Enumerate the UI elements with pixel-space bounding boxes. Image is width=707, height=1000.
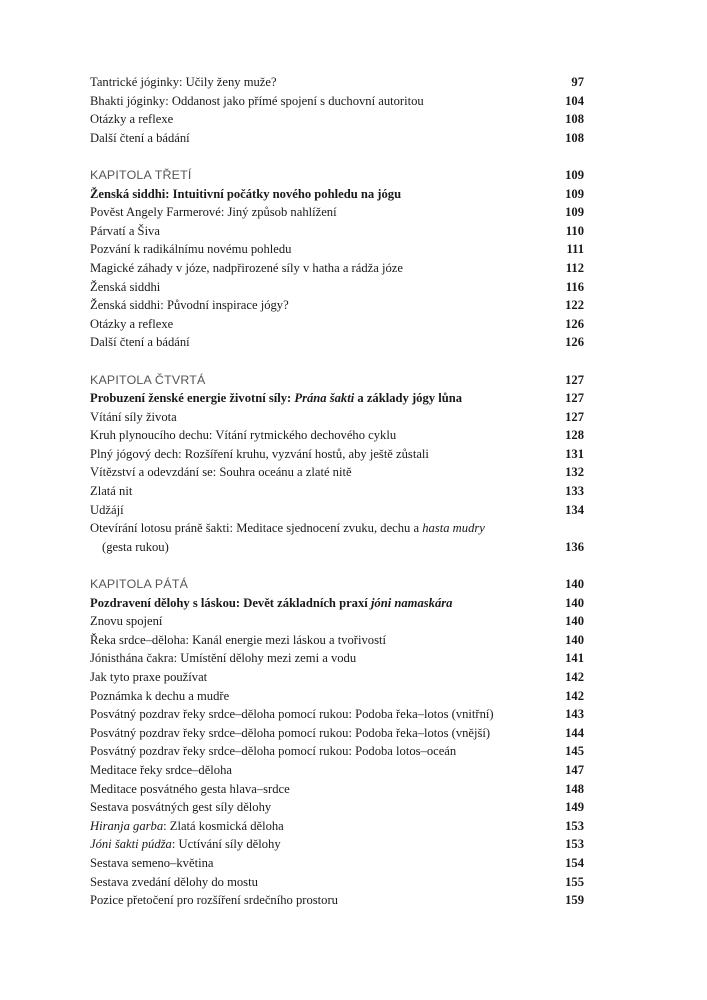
toc-entry-title xyxy=(90,798,555,817)
toc-title-segment: KAPITOLA ČTVRTÁ xyxy=(90,372,206,387)
toc-page-number: 142 xyxy=(565,670,584,684)
toc-title-segment: Další čtení a bádání xyxy=(90,335,190,350)
toc-title-segment: a základy jógy lůna xyxy=(354,391,463,406)
toc-entry-title xyxy=(90,594,555,613)
toc-title-segment: Pozdravení dělohy s láskou: Devět základních praxí xyxy=(90,595,371,610)
toc-page-number: 140 xyxy=(565,577,584,592)
toc-spacer xyxy=(90,352,584,371)
toc-title-segment: KAPITOLA PÁTÁ xyxy=(90,577,189,592)
toc-entry xyxy=(90,519,584,538)
toc-entry xyxy=(90,705,584,724)
toc-entry-title xyxy=(90,891,555,910)
toc-title-segment: Další čtení a bádání xyxy=(90,130,190,145)
toc-entry xyxy=(90,817,584,836)
toc-entry xyxy=(90,668,584,687)
toc-page-number: 112 xyxy=(565,260,584,275)
toc-entry-title xyxy=(90,482,555,501)
toc-entry-title xyxy=(90,835,555,854)
toc-entry xyxy=(90,761,584,780)
toc-page-number: 127 xyxy=(565,409,584,424)
toc-entry xyxy=(90,798,584,817)
toc-title-segment: Bhakti jóginky: Oddanost jako přímé spojení s duchovní autoritou xyxy=(90,93,424,108)
toc-title-segment: KAPITOLA TŘETÍ xyxy=(90,167,192,182)
toc-title-italic-segment: Prána šakti xyxy=(294,391,355,406)
toc-page-number: 136 xyxy=(565,539,584,554)
toc-title-segment: Ženská siddhi xyxy=(90,279,161,294)
toc-entry-title xyxy=(90,538,555,557)
toc-page-number: 148 xyxy=(565,781,584,796)
toc-page-number: 132 xyxy=(565,465,584,480)
toc-entry xyxy=(90,631,584,650)
toc-entry xyxy=(90,594,584,613)
toc-entry-title xyxy=(90,854,555,873)
toc-entry-title xyxy=(90,501,555,520)
toc-title-segment: Probuzení ženské energie životní síly: xyxy=(90,391,295,406)
toc-entry xyxy=(90,259,584,278)
toc-title-segment: Pozvání k radikálnímu novému pohledu xyxy=(90,242,292,257)
toc-title-segment: Jak tyto praxe používat xyxy=(90,670,208,684)
toc-entry-title xyxy=(90,92,555,111)
toc-title-segment: Vítězství a odevzdání se: Souhra oceánu a zlaté nitě xyxy=(90,465,352,480)
toc-entry-title xyxy=(90,705,555,724)
toc-entry xyxy=(90,315,584,334)
toc-title-segment: Posvátný pozdrav řeky srdce–děloha pomocí rukou: Podoba řeka–lotos (vnější) xyxy=(90,725,491,740)
toc-page-number: 104 xyxy=(565,93,584,108)
toc-entry xyxy=(90,333,584,352)
toc-title-segment: Ženská siddhi: Původní inspirace jógy? xyxy=(90,298,289,313)
toc-page-number: 153 xyxy=(565,837,584,852)
toc-entry xyxy=(90,389,584,408)
toc-entry-title xyxy=(90,445,555,464)
toc-entry xyxy=(90,203,584,222)
toc-page-number: 109 xyxy=(565,167,584,182)
toc-entry-title xyxy=(90,817,555,836)
toc-title-segment: Vítání síly života xyxy=(90,409,177,424)
toc-page-number: 140 xyxy=(565,632,584,647)
toc-title-segment: Řeka srdce–děloha: Kanál energie mezi láskou a tvořivostí xyxy=(90,632,386,647)
toc-entry xyxy=(90,278,584,297)
toc-page-number: 111 xyxy=(566,242,584,257)
toc-page-number: 155 xyxy=(565,874,584,889)
toc-page-number: 108 xyxy=(565,112,584,127)
toc-title-segment: Otevírání lotosu práně šakti: Meditace sjednocení zvuku, dechu a xyxy=(90,521,423,536)
toc-entry xyxy=(90,240,584,259)
toc-entry xyxy=(90,222,584,241)
toc-entry xyxy=(90,612,584,631)
toc-page-number: 97 xyxy=(571,75,584,89)
toc-entry-title xyxy=(90,222,556,241)
toc-entry xyxy=(90,835,584,854)
toc-entry xyxy=(90,482,584,501)
toc-entry xyxy=(90,538,584,557)
toc-entry-title xyxy=(90,129,555,148)
toc-entry-title xyxy=(90,278,556,297)
toc-title-segment: Otázky a reflexe xyxy=(90,316,174,331)
toc-entry xyxy=(90,649,584,668)
toc-title-segment: Meditace posvátného gesta hlava–srdce xyxy=(90,781,290,796)
toc-entry xyxy=(90,873,584,892)
toc-page-number: 108 xyxy=(565,130,584,145)
toc-title-segment: Zlatá nit xyxy=(90,484,133,499)
toc-page-number: 140 xyxy=(565,595,584,610)
toc-entry-title xyxy=(90,631,555,650)
toc-entry-title xyxy=(90,259,556,278)
toc-title-italic-segment: Hiranja garba xyxy=(90,818,164,833)
toc-entry-title xyxy=(90,780,555,799)
toc-entry xyxy=(90,891,584,910)
toc-entry-title xyxy=(90,742,555,761)
toc-entry-title xyxy=(90,371,555,390)
toc-entry xyxy=(90,854,584,873)
toc-page-number: 126 xyxy=(565,335,584,350)
toc-entry-title xyxy=(90,649,555,668)
toc-page-number: 126 xyxy=(565,316,584,331)
toc-entry xyxy=(90,426,584,445)
toc-entry-title xyxy=(90,185,555,204)
toc-entry-title xyxy=(90,724,555,743)
toc-page-number: 141 xyxy=(565,651,584,666)
toc-title-segment: Jónisthána čakra: Umístění dělohy mezi zemi a vodu xyxy=(90,651,357,666)
toc-entry xyxy=(90,296,584,315)
toc-title-segment: Poznámka k dechu a mudře xyxy=(90,688,230,703)
toc-entry-title xyxy=(90,612,555,631)
toc-entry xyxy=(90,129,584,148)
toc-entry xyxy=(90,724,584,743)
toc-entry xyxy=(90,185,584,204)
toc-entry-title xyxy=(90,463,555,482)
toc-chapter-heading xyxy=(90,166,584,185)
toc-page-number: 154 xyxy=(565,855,584,870)
toc-title-segment: Posvátný pozdrav řeky srdce–děloha pomocí rukou: Podoba lotos–oceán xyxy=(90,744,457,759)
toc-title-segment: (gesta rukou) xyxy=(102,539,169,554)
toc-page-number: 153 xyxy=(565,818,584,833)
toc-page-number: 134 xyxy=(565,502,584,517)
toc-page-number: 116 xyxy=(565,279,584,294)
toc-entry-title xyxy=(90,73,561,92)
toc-title-segment: : Uctívání síly dělohy xyxy=(171,837,281,852)
toc-entry-title xyxy=(90,203,555,222)
toc-page-number: 144 xyxy=(565,725,584,740)
toc-title-segment: Plný jógový dech: Rozšíření kruhu, vyzvání hostů, aby ještě zůstali xyxy=(90,446,429,461)
toc-title-segment: Udžájí xyxy=(90,502,124,517)
toc-title-segment: Znovu spojení xyxy=(90,614,163,629)
toc-title-segment: Sestava posvátných gest síly dělohy xyxy=(90,800,272,815)
toc-title-segment: Kruh plynoucího dechu: Vítání rytmického dechového cyklu xyxy=(90,428,397,443)
toc-entry xyxy=(90,73,584,92)
toc-title-segment: Meditace řeky srdce–děloha xyxy=(90,762,232,777)
toc-entry-title xyxy=(90,519,574,538)
toc-title-segment: Ženská siddhi: Intuitivní počátky nového pohledu na jógu xyxy=(90,186,402,201)
toc-page-number: 110 xyxy=(565,223,584,238)
toc-page-number: 147 xyxy=(565,762,584,777)
toc-entry xyxy=(90,110,584,129)
toc-title-italic-segment: Jóni šakti púdža xyxy=(90,837,172,852)
toc-page-number: 109 xyxy=(565,186,584,201)
toc-entry-title xyxy=(90,110,555,129)
toc-entry xyxy=(90,742,584,761)
toc-page-number: 145 xyxy=(565,744,584,759)
toc-title-segment: Sestava semeno–květina xyxy=(90,855,214,870)
toc-entry-title xyxy=(90,426,555,445)
toc-entry-title xyxy=(90,315,555,334)
toc-entry xyxy=(90,780,584,799)
toc-title-segment: Otázky a reflexe xyxy=(90,112,174,127)
toc-entry-title xyxy=(90,296,555,315)
toc-entry-title xyxy=(90,389,555,408)
toc-entry-title xyxy=(90,668,555,687)
toc-page-number: 140 xyxy=(565,614,584,629)
toc-page-number: 149 xyxy=(565,800,584,815)
toc-entry-title xyxy=(90,575,555,594)
toc-entry xyxy=(90,687,584,706)
toc-entry xyxy=(90,463,584,482)
toc-chapter-heading xyxy=(90,371,584,390)
toc-page-number: 133 xyxy=(565,484,584,499)
toc-page-number: 109 xyxy=(565,205,584,220)
toc-page-number: 142 xyxy=(565,688,584,703)
toc-page-number: 127 xyxy=(565,372,584,387)
toc-title-segment: Pozice přetočení pro rozšíření srdečního prostoru xyxy=(90,893,338,908)
toc-title-italic-segment: hasta mudry xyxy=(422,521,485,536)
toc-page-number: 131 xyxy=(565,446,584,461)
toc-title-segment: Tantrické jóginky: Učily ženy muže? xyxy=(90,75,277,89)
toc-spacer xyxy=(90,147,584,166)
toc-entry xyxy=(90,445,584,464)
toc-page-number: 122 xyxy=(565,298,584,313)
toc-chapter-heading xyxy=(90,575,584,594)
toc-entry-title xyxy=(90,240,556,259)
toc-entry-title xyxy=(90,408,555,427)
toc-entry-title xyxy=(90,166,555,185)
toc-title-segment: Párvatí a Šiva xyxy=(90,223,160,238)
toc-page-number: 159 xyxy=(565,893,584,908)
toc-entry-title xyxy=(90,761,555,780)
toc-entry xyxy=(90,408,584,427)
toc-title-segment: : Zlatá kosmická děloha xyxy=(163,818,284,833)
toc-page-number: 143 xyxy=(565,707,584,722)
toc-title-segment: Pověst Angely Farmerové: Jiný způsob nahlížení xyxy=(90,205,337,220)
toc-title-italic-segment: jóni namaskára xyxy=(370,595,453,610)
toc-spacer xyxy=(90,556,584,575)
table-of-contents xyxy=(90,73,584,910)
toc-entry xyxy=(90,501,584,520)
toc-title-segment: Posvátný pozdrav řeky srdce–děloha pomocí rukou: Podoba řeka–lotos (vnitřní) xyxy=(90,707,494,722)
toc-title-segment: Magické záhady v józe, nadpřirozené síly v hatha a rádža józe xyxy=(90,260,403,275)
toc-page-number: 128 xyxy=(565,428,584,443)
toc-entry-title xyxy=(90,873,555,892)
toc-page-number: 127 xyxy=(565,391,584,406)
toc-title-segment: Sestava zvedání dělohy do mostu xyxy=(90,874,258,889)
toc-entry-title xyxy=(90,687,555,706)
toc-entry xyxy=(90,92,584,111)
toc-entry-title xyxy=(90,333,555,352)
